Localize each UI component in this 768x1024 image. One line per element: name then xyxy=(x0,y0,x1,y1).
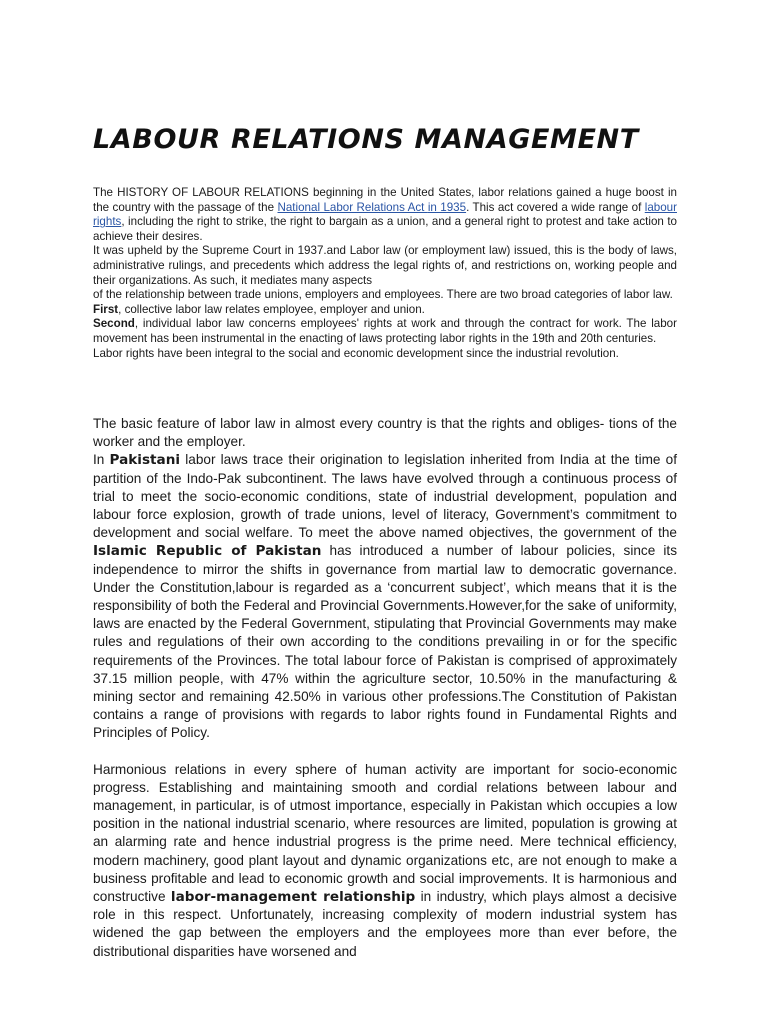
pakistani-text-end: has introduced a number of labour policies, since its independence to mirror the shifts in governance from martial law to democratic governance. Under the Constitution,labour is regarded as a ‘concurrent subject’, which means that it is the responsibility of both the Federal and Provincial Governments.However,for the sake of uniformity, laws are enacted by the Federal Government, stipulating that Provincial Governments may make rules and regulations of their own according to the conditions prevailing in or for the specific requirements of the Provinces. The total labour force of Pakistan is comprised of approximately 37.15 million people, with 47% within the agriculture sector, 10.50% in the manufacturing & mining sector and remaining 42.50% in various other professions.The Constitution of Pakistan contains a range of provisions with regards to labor rights found in Fundamental Rights and Principles of Policy. xyxy=(93,543,677,741)
national-labor-relations-act-link[interactable]: National Labor Relations Act xyxy=(277,200,428,214)
supreme-court-paragraph: It was upheld by the Supreme Court in 1937.and Labor law (or employment law) issued, this is the body of laws, administrative rulings, and precedents which address the legal rights of, and restrictions on, working people and their organizations. As such, it mediates many aspects xyxy=(93,244,677,287)
main-section xyxy=(93,415,677,961)
islamic-republic-label: Islamic Republic of Pakistan xyxy=(93,543,322,560)
harmonious-relations-paragraph xyxy=(93,761,677,961)
first-category-paragraph xyxy=(93,303,677,318)
pakistani-label: Pakistani xyxy=(109,452,181,469)
harmonious-text-start: Harmonious relations in every sphere of human activity are important for socio-economic progress. Establishing and maintaining smooth and cordial relations between labour and management, in particular, is of utmost importance, especially in Pakistan which occupies a low position in the national industrial scenario, where resources are limited, population is growing at an alarming rate and hence industrial progress is the prime need. Mere technical efficiency, modern machinery, good plant layout and dynamic organizations etc, are not enough to make a business profitable and lead to economic growth and social improvements. It is harmonious and constructive xyxy=(93,761,677,905)
labor-rights-paragraph: Labor rights have been integral to the social and economic development since the industrial revolution. xyxy=(93,346,619,360)
pakistani-text-start: In xyxy=(93,452,110,468)
history-text-start: The HISTORY OF LABOUR RELATIONS beginning in the United States, labor relations gained a huge boost in the country with the passage of the xyxy=(93,186,677,214)
second-category-text: , individual labor law concerns employees' rights at work and through the contract for work. The labor movement has been instrumental in the enacting of laws protecting labor rights in the 19th and 20th centuries. xyxy=(93,317,677,345)
labor-management-label: labor-management relationship xyxy=(170,889,416,906)
first-label: First xyxy=(93,302,119,316)
history-text-mid: . This act covered a wide range of xyxy=(466,200,645,214)
history-text-end: , including the right to strike, the right to bargain as a union, and a general right to protest and take action to achieve their desires. xyxy=(93,215,677,243)
year-1935-link[interactable]: in 1935 xyxy=(427,200,467,214)
harmonious-text-end: in industry, which plays almost a decisive role in this respect. Unfortunately, increasing complexity of modern industrial system has widened the gap between the employers and the employees more than ever before, the distributional disparities have worsened and xyxy=(93,889,677,959)
labour-rights-link[interactable]: labour rights xyxy=(93,200,677,229)
second-category-paragraph xyxy=(93,317,677,346)
second-label: Second xyxy=(93,317,135,331)
pakistani-text-mid: labor laws trace their origination to legislation inherited from India at the time of partition of the Indo-Pak subcontinent. The laws have evolved through a continuous process of trial to meet the socio-economic conditions, state of industrial development, population and labour force explosion, growth of trade unions, level of literacy, Government’s commitment to development and social welfare. To meet the above named objectives, the government of the xyxy=(93,452,677,541)
basic-feature-paragraph: The basic feature of labor law in almost every country is that the rights and obliges- tions of the worker and the employer. xyxy=(93,416,677,450)
relationship-paragraph: of the relationship between trade unions, employers and employees. There are two broad categories of labor law. xyxy=(93,288,673,302)
document-title: LABOUR RELATIONS MANAGEMENT xyxy=(93,124,639,155)
history-paragraph xyxy=(93,186,677,244)
first-category-text: , collective labor law relates employee, employer and union. xyxy=(118,302,425,316)
intro-section xyxy=(93,186,677,361)
pakistani-laws-paragraph xyxy=(93,451,677,742)
